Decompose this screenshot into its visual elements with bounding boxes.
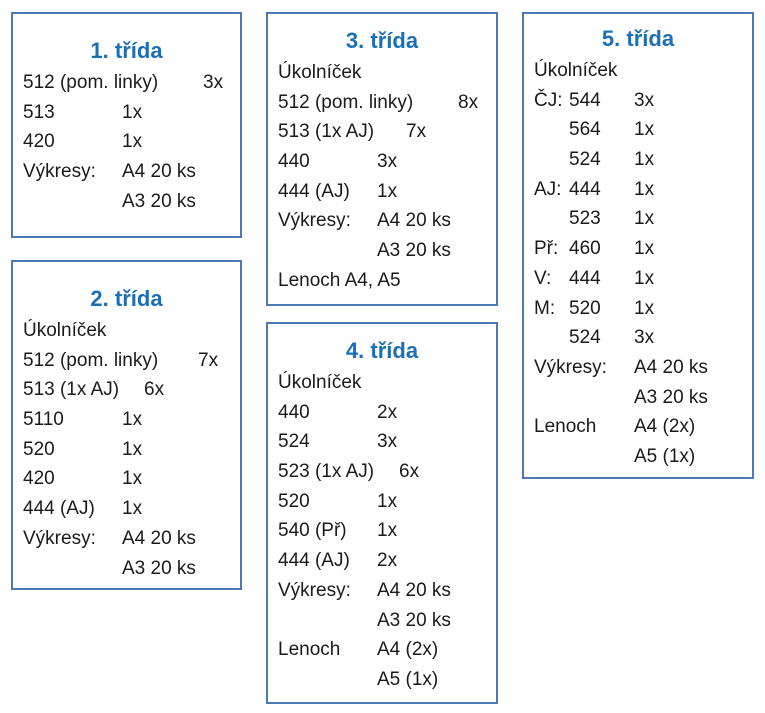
list-item (524, 353, 752, 383)
item-label: 440 (278, 401, 310, 423)
item-quantity: 1x (122, 101, 143, 123)
card-title: 3. třída (345, 28, 419, 53)
list-item (13, 98, 240, 128)
item-quantity: A4 20 ks (122, 527, 196, 549)
item-label: 513 (1x AJ) (278, 121, 375, 143)
item-label: V: (534, 267, 552, 289)
list-item (268, 457, 496, 487)
item-quantity: 1x (122, 498, 143, 520)
item-label: 444 (AJ) (23, 498, 95, 520)
item-quantity: A3 20 ks (122, 557, 196, 579)
item-label: 512 (pom. linky) (278, 91, 414, 113)
item-quantity: 1x (377, 490, 398, 512)
item-label: 420 (23, 468, 55, 490)
item-label: Výkresy: (278, 210, 351, 232)
list-item (268, 88, 496, 118)
item-label: 440 (278, 151, 310, 173)
list-item (13, 375, 240, 405)
list-item (524, 56, 752, 86)
item-quantity: 1x (634, 267, 655, 289)
list-item (268, 236, 496, 266)
item-quantity: 8x (458, 91, 479, 113)
item-label: Úkolníček (278, 62, 362, 83)
item-code: 444 (569, 267, 601, 289)
item-label: 5110 (23, 409, 64, 431)
item-code: 444 (569, 178, 601, 200)
card-title: 4. třída (345, 338, 419, 363)
list-item (268, 177, 496, 207)
list-item (268, 117, 496, 147)
class-card-4 (266, 322, 498, 704)
item-code: 523 (569, 208, 601, 230)
list-item (13, 494, 240, 524)
card-title: 2. třída (90, 286, 163, 311)
item-label: Lenoch A4, A5 (278, 269, 401, 291)
list-item (268, 516, 496, 546)
item-label: 513 (1x AJ) (23, 379, 120, 401)
item-label: 540 (Př) (278, 520, 347, 542)
list-item (268, 368, 496, 398)
item-label: Výkresy: (23, 161, 96, 183)
list-item (268, 665, 496, 695)
list-item (524, 145, 752, 175)
list-item (13, 316, 240, 346)
item-label: Výkresy: (534, 356, 607, 378)
item-quantity: 2x (377, 550, 398, 572)
list-item (268, 635, 496, 665)
item-quantity: 3x (634, 89, 655, 111)
item-label: Lenoch (278, 639, 341, 661)
item-code: 564 (569, 119, 601, 141)
item-quantity: 1x (122, 409, 143, 431)
list-item (268, 147, 496, 177)
item-quantity: 1x (634, 208, 655, 230)
item-quantity: 1x (122, 438, 143, 460)
item-quantity: 3x (203, 72, 224, 93)
item-quantity: A3 20 ks (377, 609, 451, 631)
item-quantity: 1x (634, 178, 655, 200)
item-quantity: A4 20 ks (377, 579, 451, 601)
item-label: Lenoch (534, 416, 597, 438)
list-item (268, 266, 496, 296)
item-label: 513 (23, 101, 55, 123)
item-label: 444 (AJ) (278, 550, 350, 572)
item-quantity: A3 20 ks (122, 190, 196, 212)
class-card-2 (11, 260, 242, 590)
class-card-3 (266, 12, 498, 306)
card-title: 1. třída (90, 38, 163, 63)
list-item (268, 546, 496, 576)
list-item (268, 427, 496, 457)
list-item (268, 576, 496, 606)
item-label: 512 (pom. linky) (23, 349, 159, 371)
list-item (268, 58, 496, 88)
list-item (13, 524, 240, 554)
item-label: Výkresy: (278, 579, 351, 601)
item-label: 444 (AJ) (278, 180, 350, 202)
item-label: Úkolníček (23, 320, 107, 341)
item-quantity: 7x (198, 349, 219, 371)
list-item (268, 487, 496, 517)
item-quantity: 7x (406, 121, 427, 143)
item-code: 520 (569, 297, 601, 319)
item-quantity: A4 20 ks (122, 161, 196, 183)
item-quantity: 1x (634, 238, 655, 260)
list-item (524, 115, 752, 145)
item-code: A4 (2x) (634, 416, 696, 438)
item-label: ČJ: (534, 89, 563, 111)
list-item (13, 405, 240, 435)
list-item (13, 554, 240, 584)
item-quantity: 2x (377, 401, 398, 423)
list-item (13, 464, 240, 494)
item-label: 520 (23, 438, 55, 460)
list-item (524, 86, 752, 116)
item-quantity: 1x (634, 149, 655, 171)
item-quantity: A4 20 ks (377, 210, 451, 232)
item-label: M: (534, 297, 556, 319)
list-item (524, 442, 752, 472)
class-card-5 (522, 12, 754, 479)
item-quantity: 1x (377, 520, 398, 542)
item-code: 524 (569, 149, 601, 171)
list-item (524, 383, 752, 413)
item-code: 460 (569, 238, 601, 260)
item-quantity: 6x (399, 461, 420, 483)
item-label: 524 (278, 431, 310, 453)
list-item (524, 234, 752, 264)
list-item (524, 294, 752, 324)
item-code: A5 (1x) (634, 445, 696, 467)
list-item (13, 346, 240, 376)
list-item (13, 127, 240, 157)
item-quantity: 1x (634, 119, 655, 141)
item-label: 512 (pom. linky) (23, 72, 159, 93)
item-quantity: 1x (122, 468, 143, 490)
list-item (524, 264, 752, 294)
card-title: 5. třída (601, 26, 675, 51)
list-item (13, 68, 240, 98)
item-code: 524 (569, 327, 601, 349)
item-label: 420 (23, 131, 55, 153)
list-item (268, 206, 496, 236)
list-item (268, 606, 496, 636)
item-quantity: 1x (634, 297, 655, 319)
item-label: Úkolníček (278, 372, 362, 393)
item-label: 523 (1x AJ) (278, 461, 375, 483)
list-item (524, 204, 752, 234)
item-quantity: A5 (1x) (377, 668, 439, 690)
list-item (524, 412, 752, 442)
list-item (13, 187, 240, 217)
item-code: A4 20 ks (634, 356, 708, 378)
item-label: AJ: (534, 178, 562, 200)
item-label: Př: (534, 238, 559, 260)
class-card-1 (11, 12, 242, 238)
item-label: Úkolníček (534, 60, 618, 81)
item-quantity: 1x (122, 131, 143, 153)
list-item (13, 435, 240, 465)
list-item (13, 157, 240, 187)
item-quantity: 6x (144, 379, 165, 401)
item-quantity: 3x (377, 431, 398, 453)
item-quantity: 3x (377, 151, 398, 173)
item-label: Výkresy: (23, 527, 96, 549)
item-label: 520 (278, 490, 310, 512)
list-item (268, 398, 496, 428)
item-code: 544 (569, 89, 601, 111)
item-quantity: 3x (634, 327, 655, 349)
item-quantity: 1x (377, 180, 398, 202)
item-code: A3 20 ks (634, 386, 708, 408)
item-quantity: A3 20 ks (377, 240, 451, 262)
list-item (524, 175, 752, 205)
list-item (524, 323, 752, 353)
item-quantity: A4 (2x) (377, 639, 439, 661)
